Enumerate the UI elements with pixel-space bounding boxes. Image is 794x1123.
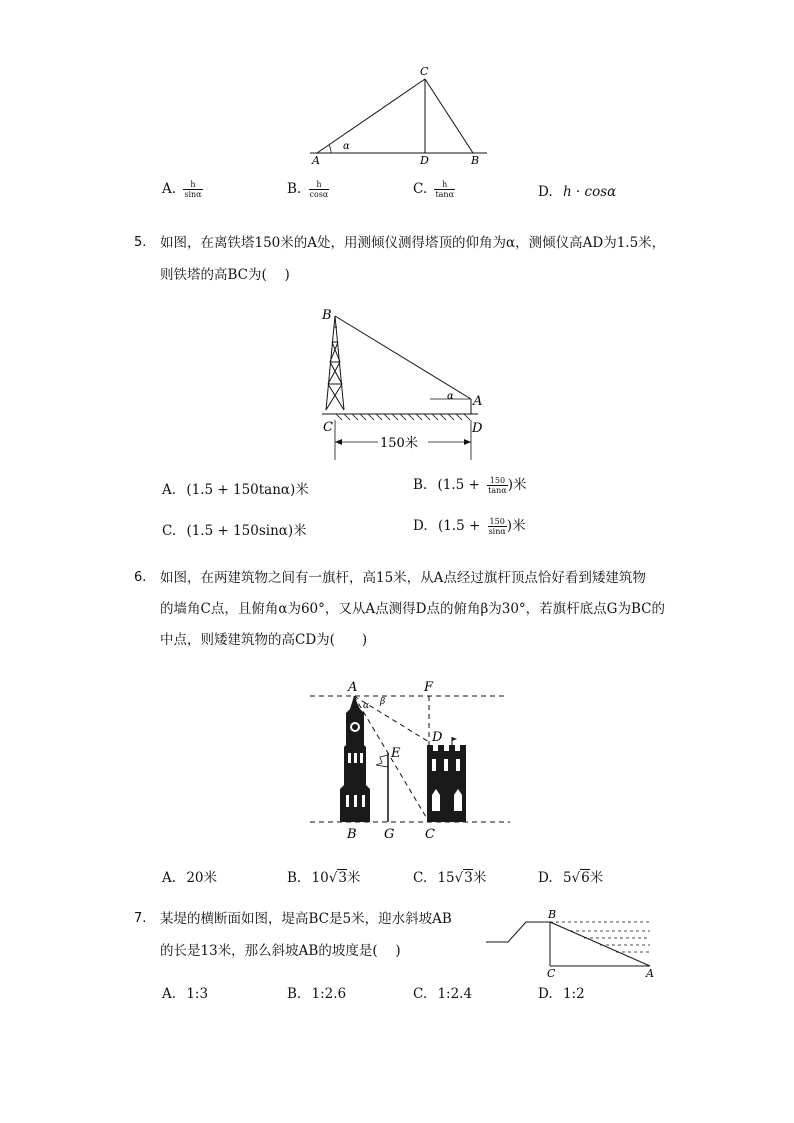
q7-label-c: C <box>547 967 556 980</box>
q5-question-line1: 如图，在离铁塔150米的A处，用测倾仪测得塔顶的仰角为α，测倾仪高AD为1.5米， <box>160 235 666 251</box>
q6-label-f: F <box>424 680 434 695</box>
q4-label-a: A <box>312 154 320 167</box>
q6-figure <box>308 675 513 845</box>
q5-label-d: D <box>472 421 483 436</box>
q7-label-a: A <box>646 967 654 980</box>
q6-label-a: A <box>348 680 358 695</box>
q6-label-g: G <box>384 827 395 842</box>
q4-label-b: B <box>471 154 480 167</box>
q6-option-b[interactable]: B. 10√3米 <box>287 870 361 886</box>
q5-label-c: C <box>323 420 333 435</box>
q4-option-a[interactable]: A. $\frac{h}{\sin\alpha}$ <box>162 180 202 199</box>
q6-question-line3: 中点，则矮建筑物的高CD为( ) <box>160 632 368 648</box>
q5-label-dist: 150米 <box>380 436 418 451</box>
q6-option-a[interactable]: A. 20米 <box>162 870 218 886</box>
q6-label-beta: β <box>380 697 386 707</box>
q7-label-b: B <box>548 908 557 921</box>
q4-option-b[interactable]: B. $\frac{h}{\cos\alpha}$ <box>287 180 329 199</box>
q6-label-c: C <box>425 827 435 842</box>
q5-option-a[interactable]: A. (1.5 + 150tanα)米 <box>162 482 309 498</box>
q7-question-line1: 某堤的横断面如图，堤高BC是5米，迎水斜坡AB <box>160 911 452 927</box>
q6-option-d[interactable]: D. 5√6米 <box>538 870 604 886</box>
q6-option-c[interactable]: C. 15√3米 <box>413 870 487 886</box>
q4-label-c: C <box>420 65 429 78</box>
q5-label-a: A <box>473 394 483 409</box>
q4-figure <box>305 62 495 170</box>
q7-number: 7. <box>134 911 147 926</box>
q5-number: 5. <box>134 235 147 250</box>
q4-label-d: D <box>420 154 429 167</box>
q7-option-c[interactable]: C. 1:2.4 <box>413 986 473 1002</box>
q4-option-c[interactable]: C. $\frac{h}{\tan\alpha}$ <box>413 180 454 199</box>
q6-label-b: B <box>347 827 357 842</box>
q6-label-e: E <box>391 746 401 761</box>
q5-option-c[interactable]: C. (1.5 + 150sinα)米 <box>162 523 307 539</box>
q6-label-alpha: α <box>363 701 370 711</box>
q7-option-a[interactable]: A. 1:3 <box>162 986 209 1002</box>
q6-question-line1: 如图，在两建筑物之间有一旗杆，高15米，从A点经过旗杆顶点恰好看到矮建筑物 <box>160 570 646 586</box>
q7-option-b[interactable]: B. 1:2.6 <box>287 986 347 1002</box>
q5-figure <box>318 302 493 462</box>
q5-label-b: B <box>322 308 332 323</box>
q7-question-line2: 的长是13米，那么斜坡AB的坡度是( ) <box>160 943 401 959</box>
q4-option-d[interactable]: D. h · cosα <box>538 184 617 200</box>
q4-label-alpha: α <box>343 141 350 152</box>
q5-label-alpha: α <box>447 391 454 402</box>
q6-question-line2: 的墙角C点，且俯角α为60°，又从A点测得D点的俯角β为30°，若旗杆底点G为BC的 <box>160 601 665 617</box>
q6-number: 6. <box>134 570 147 585</box>
q5-option-b[interactable]: B. (1.5 + $\frac{150}{\tan\alpha}$ )米 <box>413 476 527 495</box>
q7-figure <box>484 906 659 981</box>
q5-question-line2: 则铁塔的高BC为( ) <box>160 267 290 283</box>
q6-label-d: D <box>432 730 443 745</box>
q7-option-d[interactable]: D. 1:2 <box>538 986 585 1002</box>
q5-option-d[interactable]: D. (1.5 + $\frac{150}{\sin\alpha}$ )米 <box>413 517 526 536</box>
